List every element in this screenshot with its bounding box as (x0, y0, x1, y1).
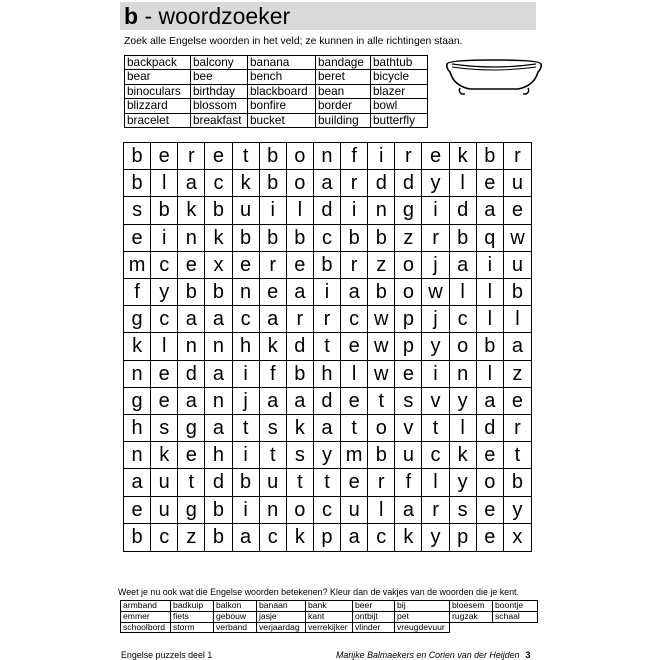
grid-cell[interactable]: k (205, 225, 232, 252)
grid-cell[interactable]: e (124, 225, 151, 252)
translation-cell[interactable]: boontje (493, 601, 538, 612)
translation-cell[interactable]: rugzak (450, 611, 493, 622)
grid-cell[interactable]: s (260, 415, 287, 442)
grid-cell[interactable]: y (422, 333, 449, 360)
grid-cell[interactable]: a (205, 361, 232, 388)
grid-cell[interactable]: a (260, 388, 287, 415)
grid-cell[interactable]: i (260, 197, 287, 224)
grid-cell[interactable]: r (422, 497, 449, 524)
footer-left: Engelse puzzels deel 1 (121, 650, 213, 660)
grid-cell[interactable]: i (233, 442, 260, 469)
grid-cell[interactable]: k (124, 333, 151, 360)
word-cell: bonfire (248, 99, 316, 113)
word-cell: bucket (248, 113, 316, 127)
grid-cell[interactable]: r (314, 306, 341, 333)
grid-cell[interactable]: r (368, 469, 395, 496)
grid-cell[interactable]: h (314, 361, 341, 388)
translation-cell[interactable]: armband (121, 601, 171, 612)
grid-cell[interactable]: r (504, 415, 531, 442)
grid-cell[interactable]: u (341, 497, 368, 524)
grid-cell[interactable]: k (395, 524, 422, 551)
grid-cell[interactable]: a (287, 279, 314, 306)
grid-cell[interactable]: u (504, 170, 531, 197)
grid-cell[interactable]: e (205, 143, 232, 170)
grid-cell[interactable]: e (504, 388, 531, 415)
grid-cell[interactable]: b (233, 469, 260, 496)
grid-cell[interactable]: a (450, 252, 477, 279)
grid-cell[interactable]: c (151, 252, 178, 279)
grid-cell[interactable]: a (178, 170, 205, 197)
grid-cell[interactable]: b (205, 279, 232, 306)
translation-cell[interactable]: verrekijker (306, 622, 353, 633)
word-cell: bear (125, 70, 191, 84)
grid-cell[interactable]: a (477, 388, 504, 415)
translation-cell[interactable] (450, 622, 493, 633)
grid-cell[interactable]: y (450, 469, 477, 496)
grid-cell[interactable]: n (124, 361, 151, 388)
grid-cell[interactable]: e (477, 497, 504, 524)
grid-cell[interactable]: n (233, 279, 260, 306)
grid-cell[interactable]: d (205, 469, 232, 496)
grid-cell[interactable]: o (368, 415, 395, 442)
grid-cell[interactable]: f (124, 279, 151, 306)
grid-cell[interactable]: m (124, 252, 151, 279)
grid-cell[interactable]: a (205, 415, 232, 442)
grid-cell[interactable]: u (504, 252, 531, 279)
grid-cell[interactable]: u (151, 469, 178, 496)
translation-row (121, 622, 538, 633)
grid-cell[interactable]: a (477, 197, 504, 224)
grid-cell[interactable]: e (504, 197, 531, 224)
word-cell: bench (248, 70, 316, 84)
grid-cell[interactable]: c (151, 306, 178, 333)
grid-cell[interactable]: z (504, 361, 531, 388)
grid-cell[interactable]: g (124, 306, 151, 333)
grid-cell[interactable]: m (341, 442, 368, 469)
grid-cell[interactable]: r (178, 143, 205, 170)
word-cell: butterfly (371, 113, 428, 127)
grid-cell[interactable]: c (341, 306, 368, 333)
grid-cell[interactable]: i (233, 361, 260, 388)
grid-cell[interactable]: b (314, 252, 341, 279)
word-row (125, 70, 428, 84)
grid-cell[interactable]: n (260, 497, 287, 524)
grid-cell[interactable]: z (395, 225, 422, 252)
grid-cell[interactable]: c (450, 306, 477, 333)
grid-cell[interactable]: c (205, 170, 232, 197)
grid-cell[interactable]: p (395, 333, 422, 360)
grid-cell[interactable]: b (233, 225, 260, 252)
grid-cell[interactable]: k (450, 143, 477, 170)
word-cell: blizzard (125, 99, 191, 113)
grid-cell[interactable]: u (395, 442, 422, 469)
grid-cell[interactable]: d (178, 361, 205, 388)
grid-cell[interactable]: l (477, 306, 504, 333)
translation-row (121, 601, 538, 612)
grid-cell[interactable]: y (151, 279, 178, 306)
grid-cell[interactable]: d (368, 170, 395, 197)
word-cell: building (316, 113, 371, 127)
grid-cell[interactable]: i (341, 197, 368, 224)
translation-cell[interactable]: jasje (257, 611, 306, 622)
grid-cell[interactable]: l (450, 279, 477, 306)
bathtub-icon (444, 54, 544, 98)
grid-cell[interactable]: l (368, 497, 395, 524)
grid-cell[interactable]: b (477, 333, 504, 360)
grid-cell[interactable]: n (450, 361, 477, 388)
grid-cell[interactable]: s (287, 442, 314, 469)
grid-cell[interactable]: o (287, 497, 314, 524)
grid-cell[interactable]: i (422, 361, 449, 388)
grid-cell[interactable]: l (450, 170, 477, 197)
grid-cell[interactable]: p (395, 306, 422, 333)
word-cell: bicycle (371, 70, 428, 84)
grid-cell[interactable]: i (477, 252, 504, 279)
translation-cell[interactable]: banaan (257, 601, 306, 612)
grid-cell[interactable]: b (450, 225, 477, 252)
grid-cell[interactable]: r (260, 252, 287, 279)
grid-cell[interactable]: k (260, 333, 287, 360)
word-cell: blackboard (248, 84, 316, 98)
grid-cell[interactable]: w (504, 225, 531, 252)
grid-cell[interactable]: v (395, 415, 422, 442)
grid-cell[interactable]: b (124, 143, 151, 170)
grid-cell[interactable]: c (368, 524, 395, 551)
grid-cell[interactable]: p (314, 524, 341, 551)
grid-cell[interactable]: f (341, 143, 368, 170)
word-row (125, 113, 428, 127)
grid-cell[interactable]: l (151, 170, 178, 197)
word-cell: border (316, 99, 371, 113)
grid-cell[interactable]: b (124, 524, 151, 551)
grid-cell[interactable]: b (205, 197, 232, 224)
grid-cell[interactable]: a (178, 306, 205, 333)
grid-cell[interactable]: t (260, 442, 287, 469)
grid-cell[interactable]: t (233, 415, 260, 442)
grid-cell[interactable]: f (395, 469, 422, 496)
grid-cell[interactable]: h (233, 333, 260, 360)
grid-cell[interactable]: e (260, 279, 287, 306)
grid-cell[interactable]: n (205, 388, 232, 415)
grid-cell[interactable]: z (368, 252, 395, 279)
grid-cell[interactable]: o (477, 469, 504, 496)
grid-cell[interactable]: r (422, 225, 449, 252)
footer-right (336, 650, 530, 660)
grid-cell[interactable]: t (504, 442, 531, 469)
grid-cell[interactable]: c (151, 524, 178, 551)
translation-cell[interactable]: schaal (493, 611, 538, 622)
grid-cell[interactable]: r (395, 143, 422, 170)
grid-cell[interactable]: q (477, 225, 504, 252)
grid-cell[interactable]: x (205, 252, 232, 279)
grid-cell[interactable]: a (504, 333, 531, 360)
word-cell: bracelet (125, 113, 191, 127)
grid-cell[interactable]: y (450, 388, 477, 415)
word-cell: birthday (191, 84, 248, 98)
grid-cell[interactable]: i (422, 197, 449, 224)
translation-cell[interactable]: fiets (171, 611, 214, 622)
grid-cell[interactable]: k (178, 197, 205, 224)
grid-cell[interactable]: e (151, 143, 178, 170)
word-cell: bean (316, 84, 371, 98)
instruction-text: Zoek alle Engelse woorden in het veld; ze kunnen in alle richtingen staan. (124, 36, 463, 47)
grid-cell[interactable]: n (178, 225, 205, 252)
translation-row (121, 611, 538, 622)
translation-cell[interactable]: bloesem (450, 601, 493, 612)
word-list-table (124, 55, 428, 128)
translation-cell[interactable]: bij (395, 601, 450, 612)
grid-cell[interactable]: u (151, 497, 178, 524)
translation-cell[interactable]: kant (306, 611, 353, 622)
grid-cell[interactable]: a (205, 306, 232, 333)
grid-cell[interactable]: x (512, 526, 523, 549)
grid-cell[interactable]: e (151, 388, 178, 415)
grid-cell[interactable]: i (151, 225, 178, 252)
grid-cell[interactable]: h (124, 415, 151, 442)
grid-cell[interactable]: l (151, 333, 178, 360)
grid-cell[interactable]: l (341, 361, 368, 388)
translation-cell[interactable]: pet (395, 611, 450, 622)
grid-cell[interactable]: r (287, 306, 314, 333)
grid-cell[interactable]: e (178, 252, 205, 279)
translation-cell[interactable]: gebouw (214, 611, 257, 622)
grid-cell[interactable]: b (205, 524, 232, 551)
grid-cell[interactable]: v (422, 388, 449, 415)
grid-cell[interactable]: a (124, 469, 151, 496)
translation-cell[interactable]: verband (214, 622, 257, 633)
question-text: Weet je nu ook wat die Engelse woorden betekenen? Kleur dan de vakjes van de woorden die je kent. (118, 587, 519, 597)
grid-cell[interactable]: o (395, 252, 422, 279)
word-cell: balcony (191, 56, 248, 70)
grid-cell[interactable]: j (422, 252, 449, 279)
grid-cell[interactable]: b (341, 225, 368, 252)
grid-cell[interactable]: n (314, 143, 341, 170)
grid-cell[interactable]: o (450, 333, 477, 360)
grid-cell[interactable]: t (233, 143, 260, 170)
grid-cell[interactable]: e (477, 442, 504, 469)
grid-cell[interactable]: w (422, 279, 449, 306)
grid-cell[interactable]: c (260, 524, 287, 551)
grid-cell[interactable]: d (450, 197, 477, 224)
grid-cell[interactable]: l (287, 197, 314, 224)
grid-cell[interactable]: u (233, 197, 260, 224)
grid-cell[interactable]: l (477, 361, 504, 388)
grid-cell[interactable]: t (314, 469, 341, 496)
grid-cell[interactable]: b (368, 279, 395, 306)
word-cell: binoculars (125, 84, 191, 98)
title-text: - woordzoeker (138, 3, 291, 29)
grid-cell[interactable]: b (260, 170, 287, 197)
grid-cell[interactable]: r (341, 170, 368, 197)
grid-cell[interactable]: t (422, 415, 449, 442)
word-cell: breakfast (191, 113, 248, 127)
grid-cell[interactable]: k (287, 415, 314, 442)
grid-cell[interactable]: z (178, 524, 205, 551)
grid-cell[interactable]: b (178, 279, 205, 306)
grid-cell[interactable]: r (341, 252, 368, 279)
grid-cell[interactable]: w (368, 333, 395, 360)
grid-cell[interactable]: s (124, 197, 151, 224)
grid-cell[interactable]: l (422, 469, 449, 496)
translation-cell[interactable]: ontbijt (353, 611, 395, 622)
grid-cell[interactable]: s (151, 415, 178, 442)
word-cell: backpack (125, 56, 191, 70)
grid-cell[interactable]: i (368, 143, 395, 170)
grid-cell[interactable]: e (422, 143, 449, 170)
grid-cell[interactable]: p (450, 524, 477, 551)
grid-cell[interactable]: k (450, 442, 477, 469)
grid-cell[interactable]: y (422, 524, 449, 551)
grid-cell[interactable]: a (287, 388, 314, 415)
grid-cell[interactable]: e (477, 524, 504, 551)
grid-cell[interactable]: d (287, 333, 314, 360)
page-title (124, 2, 290, 30)
grid-cell[interactable]: b (368, 442, 395, 469)
grid-cell[interactable]: k (151, 442, 178, 469)
grid-cell[interactable]: c (233, 306, 260, 333)
grid-cell[interactable]: b (124, 170, 151, 197)
grid-cell[interactable]: r (504, 143, 531, 170)
grid-cell[interactable]: k (287, 524, 314, 551)
grid-cell[interactable]: c (314, 225, 341, 252)
grid-cell[interactable]: b (504, 469, 531, 496)
grid-cell[interactable]: e (151, 361, 178, 388)
grid-cell[interactable]: d (395, 170, 422, 197)
grid-cell[interactable]: d (477, 415, 504, 442)
word-cell: bandage (316, 56, 371, 70)
grid-cell[interactable]: t (341, 415, 368, 442)
translation-cell[interactable]: storm (171, 622, 214, 633)
grid-cell[interactable]: i (314, 279, 341, 306)
translation-cell[interactable]: vlinder (353, 622, 395, 633)
word-search-grid (123, 142, 532, 552)
word-cell: blazer (371, 84, 428, 98)
word-cell: blossom (191, 99, 248, 113)
translation-table (120, 600, 538, 633)
word-cell: beret (316, 70, 371, 84)
grid-cell[interactable]: b (287, 361, 314, 388)
grid-cell[interactable]: e (124, 497, 151, 524)
grid-cell[interactable]: d (314, 197, 341, 224)
word-row (125, 99, 428, 113)
grid-cell[interactable]: y (504, 497, 531, 524)
word-cell: bowl (371, 99, 428, 113)
word-cell: bathtub (371, 56, 428, 70)
grid-cell[interactable]: a (395, 497, 422, 524)
title-letter: b (124, 3, 139, 29)
translation-cell[interactable]: badkuip (171, 601, 214, 612)
translation-cell[interactable]: emmer (121, 611, 171, 622)
grid-cell[interactable]: w (368, 361, 395, 388)
grid-cell[interactable]: b (260, 143, 287, 170)
translation-cell[interactable]: balkon (214, 601, 257, 612)
grid-cell[interactable]: e (178, 442, 205, 469)
grid-cell[interactable]: s (450, 497, 477, 524)
grid-cell[interactable]: e (341, 469, 368, 496)
grid-cell[interactable]: g (395, 197, 422, 224)
grid-cell[interactable]: j (233, 388, 260, 415)
grid-cell[interactable]: t (314, 333, 341, 360)
word-row (125, 84, 428, 98)
grid-cell[interactable]: n (178, 333, 205, 360)
grid-cell[interactable]: a (314, 170, 341, 197)
translation-cell[interactable] (493, 622, 538, 633)
grid-cell[interactable]: b (287, 225, 314, 252)
grid-cell[interactable]: a (178, 388, 205, 415)
page-number: 3 (525, 650, 531, 660)
grid-cell[interactable]: a (314, 415, 341, 442)
grid-cell[interactable]: e (395, 361, 422, 388)
grid-cell[interactable]: t (178, 469, 205, 496)
grid-cell[interactable]: e (477, 170, 504, 197)
grid-cell[interactable]: f (260, 361, 287, 388)
footer-authors: Marijke Balmaekers en Corien van der Heijden (336, 650, 520, 660)
grid-cell[interactable]: y (422, 170, 449, 197)
grid-cell[interactable]: e (341, 388, 368, 415)
grid-cell[interactable]: c (422, 442, 449, 469)
grid-cell[interactable]: g (178, 497, 205, 524)
grid-cell[interactable]: g (178, 415, 205, 442)
grid-cell[interactable]: k (233, 170, 260, 197)
grid-cell[interactable]: e (341, 333, 368, 360)
grid-cell[interactable]: o (287, 143, 314, 170)
grid-cell[interactable]: e (233, 252, 260, 279)
grid-cell[interactable]: n (368, 197, 395, 224)
grid-cell[interactable]: s (395, 388, 422, 415)
translation-cell[interactable]: beer (353, 601, 395, 612)
grid-cell[interactable]: y (314, 442, 341, 469)
translation-cell[interactable]: vreugdevuur (395, 622, 450, 633)
grid-cell[interactable]: h (205, 442, 232, 469)
grid-cell[interactable]: n (124, 442, 151, 469)
grid-cell[interactable]: b (368, 225, 395, 252)
grid-cell[interactable]: c (314, 497, 341, 524)
word-cell: bee (191, 70, 248, 84)
grid-cell[interactable]: b (260, 225, 287, 252)
translation-cell[interactable]: bank (306, 601, 353, 612)
translation-cell[interactable]: schoolbord (121, 622, 171, 633)
grid-cell[interactable]: a (341, 524, 368, 551)
grid-cell[interactable]: n (205, 333, 232, 360)
grid-cell[interactable]: o (395, 279, 422, 306)
word-cell: banana (248, 56, 316, 70)
translation-cell[interactable]: verjaardag (257, 622, 306, 633)
grid-cell[interactable]: a (260, 306, 287, 333)
word-row (125, 56, 428, 70)
grid-cell[interactable]: l (504, 306, 531, 333)
grid-cell[interactable]: d (314, 388, 341, 415)
grid-cell[interactable]: b (477, 143, 504, 170)
grid-cell[interactable]: b (151, 197, 178, 224)
grid-cell[interactable]: a (341, 279, 368, 306)
grid-cell[interactable]: g (124, 388, 151, 415)
grid-cell[interactable]: e (287, 252, 314, 279)
grid-cell[interactable]: l (450, 415, 477, 442)
grid-cell[interactable]: t (287, 469, 314, 496)
grid-cell[interactable]: u (260, 469, 287, 496)
grid-cell[interactable]: i (233, 497, 260, 524)
grid-cell[interactable]: a (233, 524, 260, 551)
grid-cell[interactable]: l (477, 279, 504, 306)
grid-cell[interactable]: b (205, 497, 232, 524)
grid-cell[interactable]: w (368, 306, 395, 333)
grid-cell[interactable]: t (368, 388, 395, 415)
grid-cell[interactable]: j (422, 306, 449, 333)
grid-cell[interactable]: b (504, 279, 531, 306)
grid-cell[interactable]: o (287, 170, 314, 197)
